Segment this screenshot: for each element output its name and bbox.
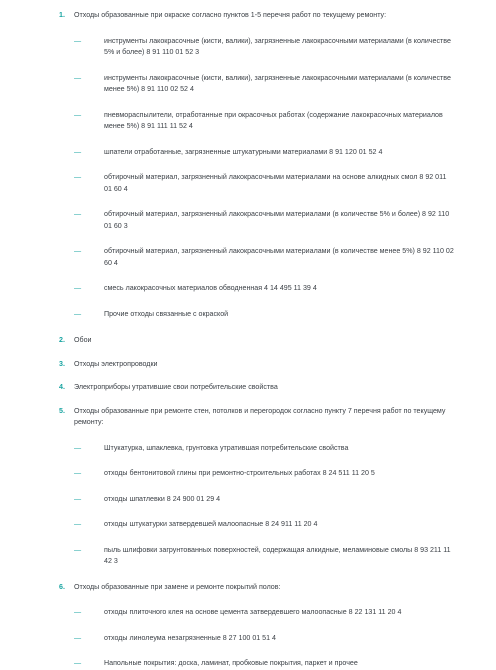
sub-item-text: обтирочный материал, загрязненный лакокрасочными материалами (в количестве менее 5%) 8 92 110 02 60 4 [104,247,454,267]
sub-item [74,283,456,295]
sub-item [74,607,456,619]
sub-list [74,607,456,670]
item-number: 4. [59,383,65,391]
dash-bullet: — [74,73,82,82]
sub-item-text: обтирочный материал, загрязненный лакокрасочными материалами на основе алкидных смол 8 92 011 01 60 4 [104,173,447,193]
dash-bullet: — [74,545,82,554]
sub-item-text: инструменты лакокрасочные (кисти, валики), загрязненные лакокрасочными материалами (в количестве 5% и более) 8 91 110 01 52 3 [104,36,451,56]
sub-item-text: смесь лакокрасочных материалов обводненная 4 14 495 11 39 4 [104,284,317,292]
item-text: Отходы образованные при замене и ремонте покрытий полов: [74,582,281,591]
sub-item-text: отходы плиточного клея на основе цемента затвердевшего малоопасные 8 22 131 11 20 4 [104,608,402,616]
sub-item [74,73,456,96]
dash-bullet: — [74,36,82,45]
sub-item-text: инструменты лакокрасочные (кисти, валики), загрязненные лакокрасочными материалами (в количестве менее 5%) 8 91 110 02 52 4 [104,73,451,93]
dash-bullet: — [74,659,82,667]
sub-item-text: шпатели отработанные, загрязненные штукатурными материалами 8 91 120 01 52 4 [104,147,383,156]
dash-bullet: — [74,469,82,477]
item-text: Электроприборы утратившие свои потребительские свойства [74,383,278,391]
sub-item-text: Штукатурка, шпаклевка, грунтовка утратившая потребительские свойства [104,443,349,452]
sub-item [74,246,456,269]
document-page [0,10,496,667]
sub-item-text: Прочие отходы связанные с окраской [104,309,229,318]
dash-bullet: — [74,284,82,292]
waste-list [0,10,496,670]
dash-bullet: — [74,110,82,119]
item-number: 5. [59,406,65,415]
sub-item-text: отходы шпатлевки 8 24 900 01 29 4 [104,494,221,503]
sub-item-text: отходы линолеума незагрязненные 8 27 100 01 51 4 [104,633,276,642]
list-item-4 [0,382,496,394]
sub-item [74,147,456,159]
sub-item [74,658,456,670]
sub-item [74,172,456,195]
sub-item [74,309,456,321]
item-text: Отходы образованные при ремонте стен, потолков и перегородок согласно пункту 7 перечня работ по текущему ремонту: [74,406,446,426]
sub-item [74,519,456,531]
list-item-1 [0,10,496,320]
sub-item-text: отходы штукатурки затвердевшей малоопасные 8 24 911 11 20 4 [104,520,318,528]
dash-bullet: — [74,494,82,503]
sub-item-text: пыль шлифовки загрунтованных поверхностей, содержащая алкидные, меламиновые смолы 8 93 211 11 42 3 [104,545,451,565]
list-item-5 [0,406,496,568]
sub-item-text: Напольные покрытия: доска, ламинат, пробковые покрытия, паркет и прочее [104,659,358,667]
item-number: 6. [59,582,65,591]
list-item-6 [0,582,496,670]
dash-bullet: — [74,608,82,616]
dash-bullet: — [74,443,82,452]
dash-bullet: — [74,520,82,528]
dash-bullet: — [74,309,82,318]
sub-item [74,443,456,455]
sub-list [74,443,456,568]
item-text: Отходы образованные при окраске согласно пунктов 1-5 перечня работ по текущему ремонту: [74,11,387,19]
list-item-3 [0,359,496,371]
item-text: Обои [74,336,92,344]
item-number: 2. [59,336,65,344]
sub-item [74,633,456,645]
sub-item [74,209,456,232]
sub-item [74,545,456,568]
sub-item-text: отходы бентонитовой глины при ремонтно-строительных работах 8 24 511 11 20 5 [104,469,375,477]
item-number: 3. [59,359,65,368]
dash-bullet: — [74,210,82,218]
dash-bullet: — [74,633,82,642]
item-text: Отходы электропроводки [74,359,158,368]
sub-item [74,36,456,59]
sub-item [74,468,456,480]
sub-item [74,494,456,506]
sub-list [74,36,456,321]
sub-item [74,110,456,133]
item-number: 1. [59,11,65,19]
list-item-2 [0,335,496,347]
sub-item-text: обтирочный материал, загрязненный лакокрасочными материалами (в количестве 5% и более) 8 92 110 01 60 3 [104,210,450,230]
sub-item-text: пневмораспылители, отработанные при окрасочных работах (содержание лакокрасочных материалов менее 5%) 8 91 111 11 52 4 [104,110,443,130]
dash-bullet: — [74,147,82,156]
dash-bullet: — [74,247,82,255]
dash-bullet: — [74,173,82,181]
